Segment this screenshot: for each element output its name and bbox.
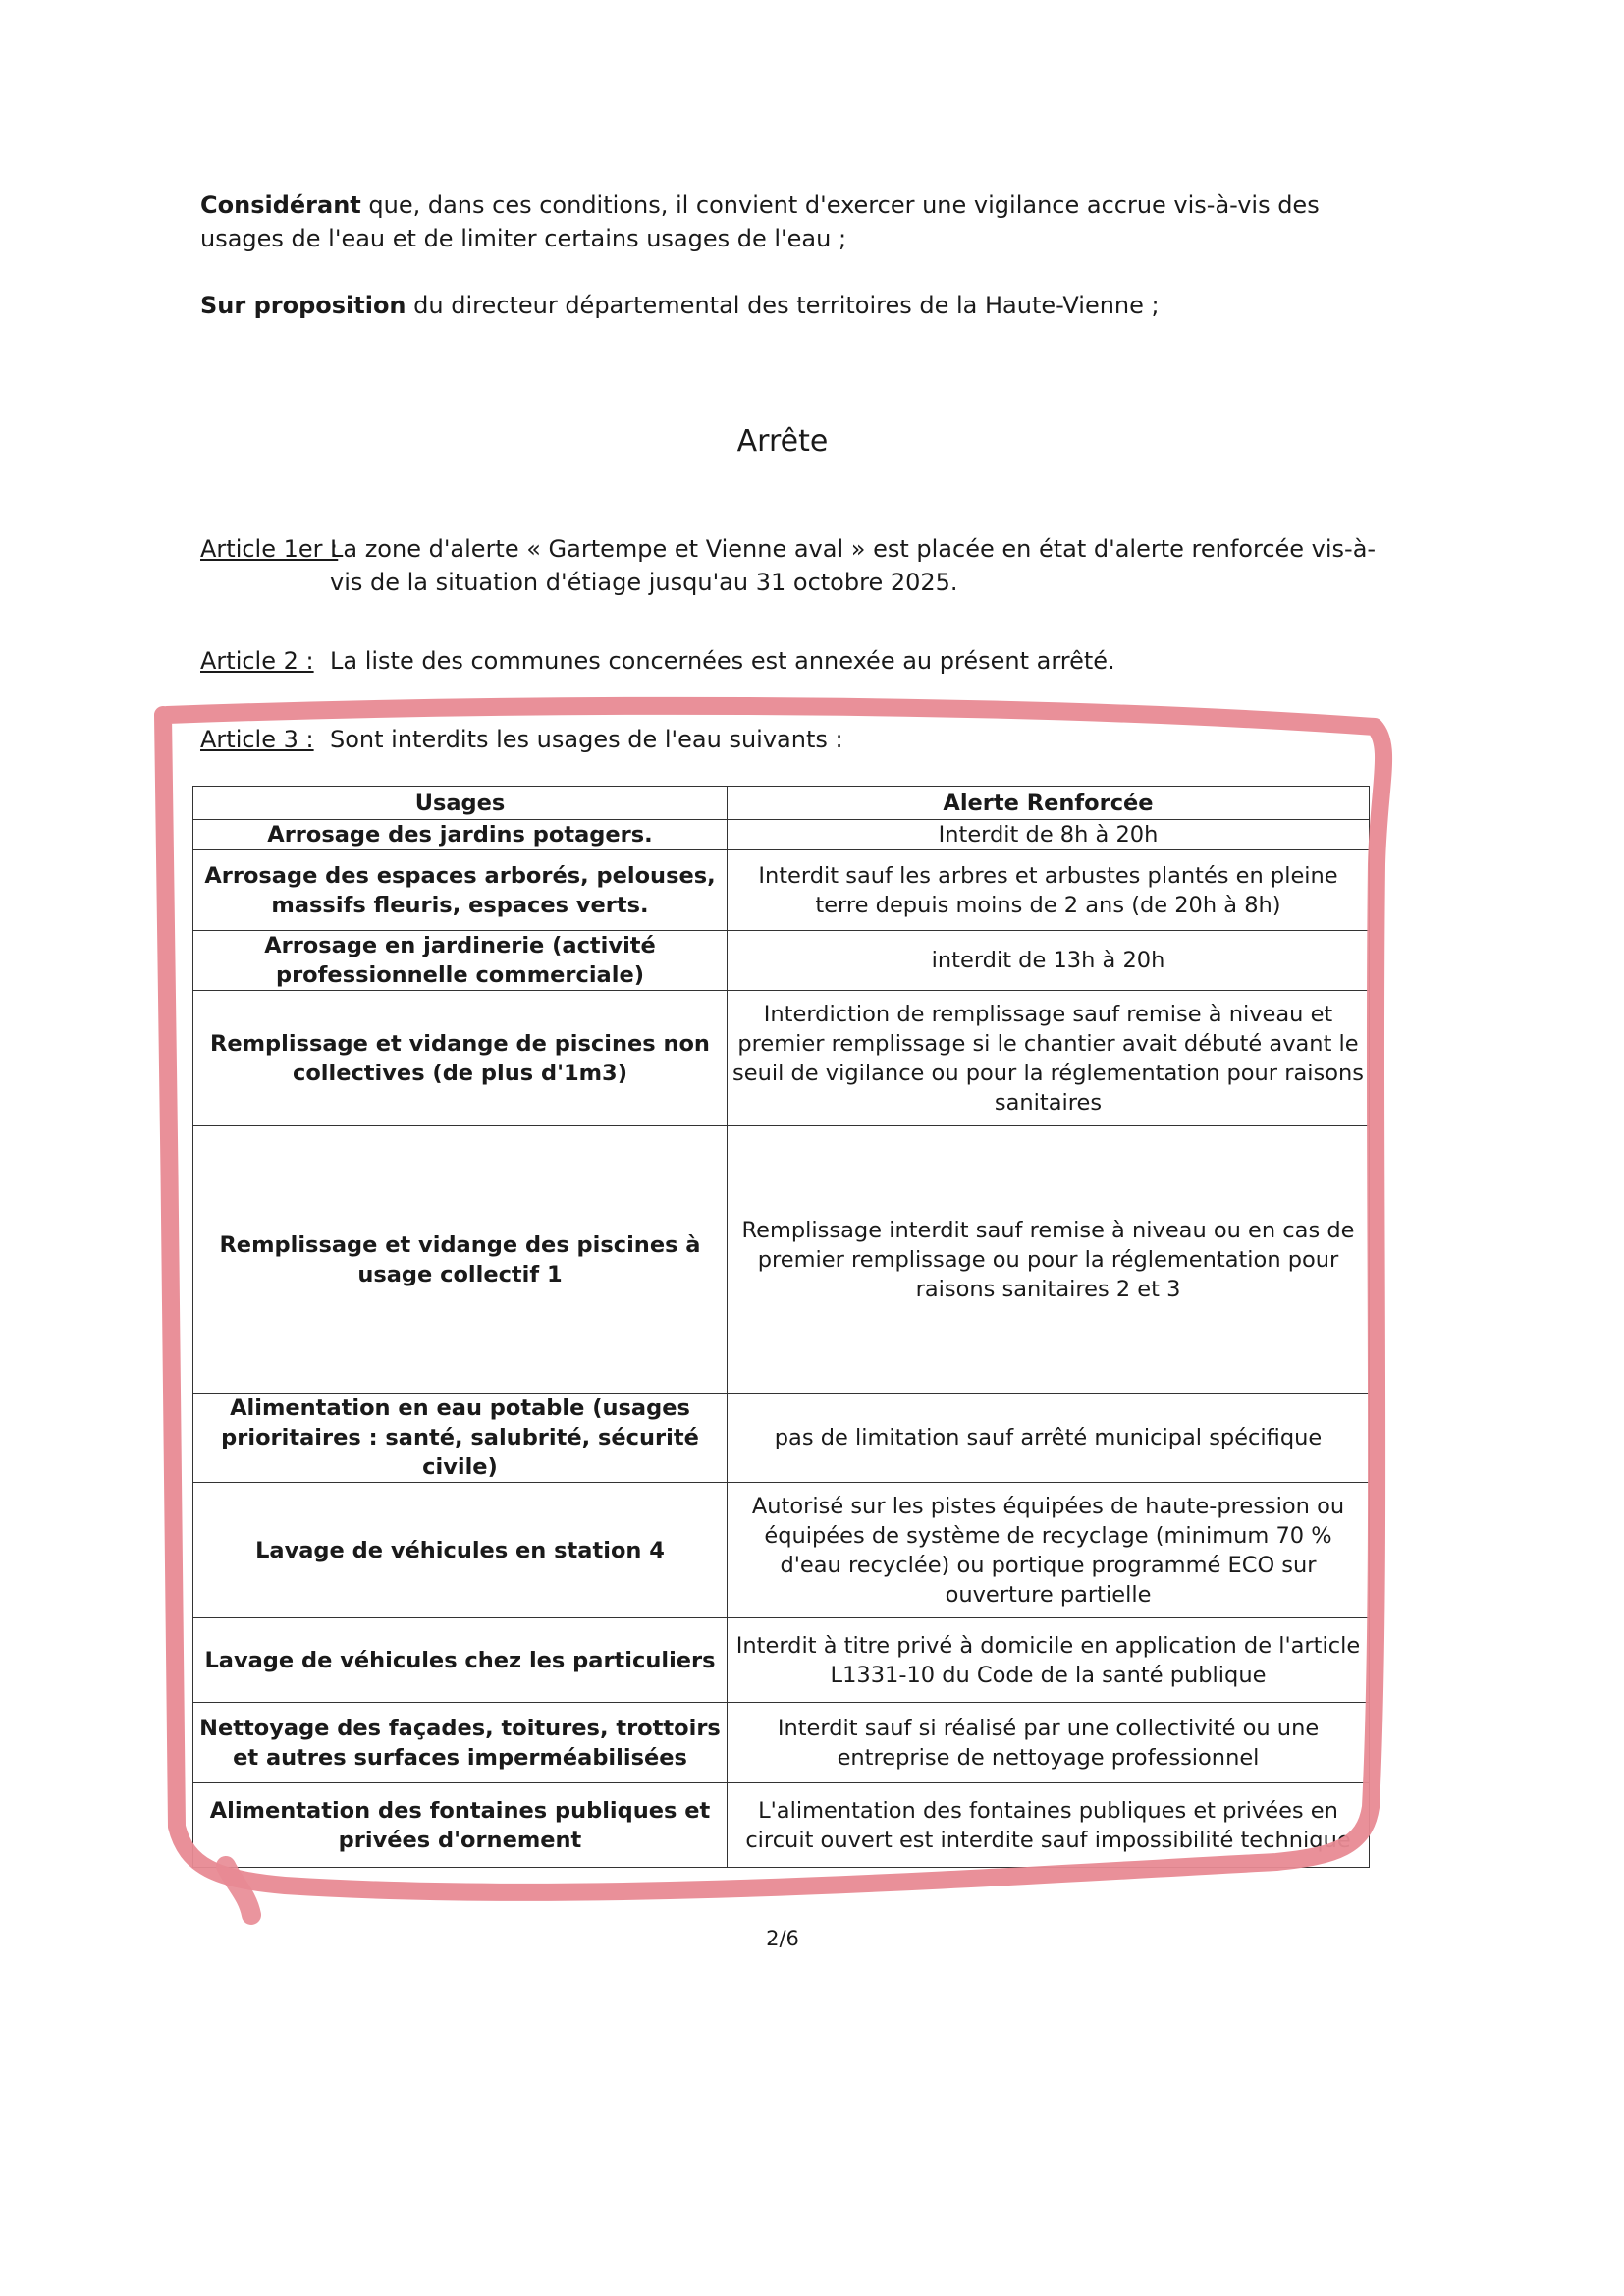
rule-cell: Remplissage interdit sauf remise à niveau ou en cas de premier remplissage ou pour la réglementation pour raisons sanitaires 2 et 3 bbox=[728, 1126, 1370, 1394]
table-row bbox=[193, 850, 1370, 931]
usage-cell: Arrosage des jardins potagers. bbox=[193, 820, 728, 850]
table-row bbox=[193, 991, 1370, 1126]
table-header-row bbox=[193, 787, 1370, 820]
usage-cell: Arrosage en jardinerie (activité professionnelle commerciale) bbox=[193, 931, 728, 991]
table-row bbox=[193, 1483, 1370, 1618]
usage-cell: Remplissage et vidange de piscines non collectives (de plus d'1m3) bbox=[193, 991, 728, 1126]
proposition-bold: Sur proposition bbox=[200, 292, 406, 319]
usage-cell: Nettoyage des façades, toitures, trottoirs et autres surfaces imperméabilisées bbox=[193, 1703, 728, 1783]
rule-cell: pas de limitation sauf arrêté municipal spécifique bbox=[728, 1394, 1370, 1483]
article-3-text: Sont interdits les usages de l'eau suivants : bbox=[330, 726, 843, 753]
considerant-bold: Considérant bbox=[200, 191, 361, 219]
header-alerte-renforcee: Alerte Renforcée bbox=[728, 787, 1370, 820]
rule-cell: Interdit sauf les arbres et arbustes plantés en pleine terre depuis moins de 2 ans (de 20h à 8h) bbox=[728, 850, 1370, 931]
decree-title: Arrête bbox=[736, 424, 829, 459]
rule-cell: interdit de 13h à 20h bbox=[728, 931, 1370, 991]
rule-cell: L'alimentation des fontaines publiques et privées en circuit ouvert est interdite sauf impossibilité technique bbox=[728, 1783, 1370, 1868]
table-row bbox=[193, 820, 1370, 850]
usage-cell: Lavage de véhicules en station 4 bbox=[193, 1483, 728, 1618]
article-1-text: La zone d'alerte « Gartempe et Vienne aval » est placée en état d'alerte renforcée vis-à-vis de la situation d'étiage jusqu'au 31 octobre 2025. bbox=[330, 535, 1377, 596]
proposition-text: du directeur départemental des territoires de la Haute-Vienne ; bbox=[406, 292, 1160, 319]
article-2-label: Article 2 : bbox=[200, 647, 314, 675]
article-3 bbox=[200, 723, 1379, 756]
article-3-label: Article 3 : bbox=[200, 726, 314, 753]
rule-cell: Interdit sauf si réalisé par une collectivité ou une entreprise de nettoyage professionnel bbox=[728, 1703, 1370, 1783]
article-2 bbox=[200, 644, 1379, 678]
header-usages: Usages bbox=[193, 787, 728, 820]
table-row bbox=[193, 1126, 1370, 1394]
article-2-text: La liste des communes concernées est annexée au présent arrêté. bbox=[330, 647, 1115, 675]
usage-cell: Alimentation en eau potable (usages prioritaires : santé, salubrité, sécurité civile) bbox=[193, 1394, 728, 1483]
rule-cell: Interdit à titre privé à domicile en application de l'article L1331-10 du Code de la santé publique bbox=[728, 1618, 1370, 1703]
usage-cell: Remplissage et vidange des piscines à usage collectif 1 bbox=[193, 1126, 728, 1394]
table-row bbox=[193, 1703, 1370, 1783]
highlight-stroke-tail bbox=[226, 1866, 251, 1915]
considerant-paragraph bbox=[200, 189, 1379, 255]
usage-cell: Arrosage des espaces arborés, pelouses, massifs fleuris, espaces verts. bbox=[193, 850, 728, 931]
table-row bbox=[193, 1783, 1370, 1868]
usage-cell: Lavage de véhicules chez les particuliers bbox=[193, 1618, 728, 1703]
rule-cell: Interdiction de remplissage sauf remise à niveau et premier remplissage si le chantier avait débuté avant le seuil de vigilance ou pour la réglementation pour raisons sanitaires bbox=[728, 991, 1370, 1126]
article-1-label: Article 1er : bbox=[200, 535, 339, 563]
rule-cell: Interdit de 8h à 20h bbox=[728, 820, 1370, 850]
table-row bbox=[193, 931, 1370, 991]
table-row bbox=[193, 1618, 1370, 1703]
rule-cell: Autorisé sur les pistes équipées de haute-pression ou équipées de système de recyclage (minimum 70 % d'eau recyclée) ou portique programmé ECO sur ouverture partielle bbox=[728, 1483, 1370, 1618]
considerant-text: que, dans ces conditions, il convient d'exercer une vigilance accrue vis-à-vis des usages de l'eau et de limiter certains usages de l'eau ; bbox=[200, 191, 1320, 252]
water-usage-table bbox=[192, 786, 1370, 1868]
usage-cell: Alimentation des fontaines publiques et privées d'ornement bbox=[193, 1783, 728, 1868]
article-1 bbox=[200, 532, 1379, 601]
page-number: 2/6 bbox=[766, 1927, 799, 1950]
table-row bbox=[193, 1394, 1370, 1483]
proposition-paragraph bbox=[200, 289, 1379, 322]
